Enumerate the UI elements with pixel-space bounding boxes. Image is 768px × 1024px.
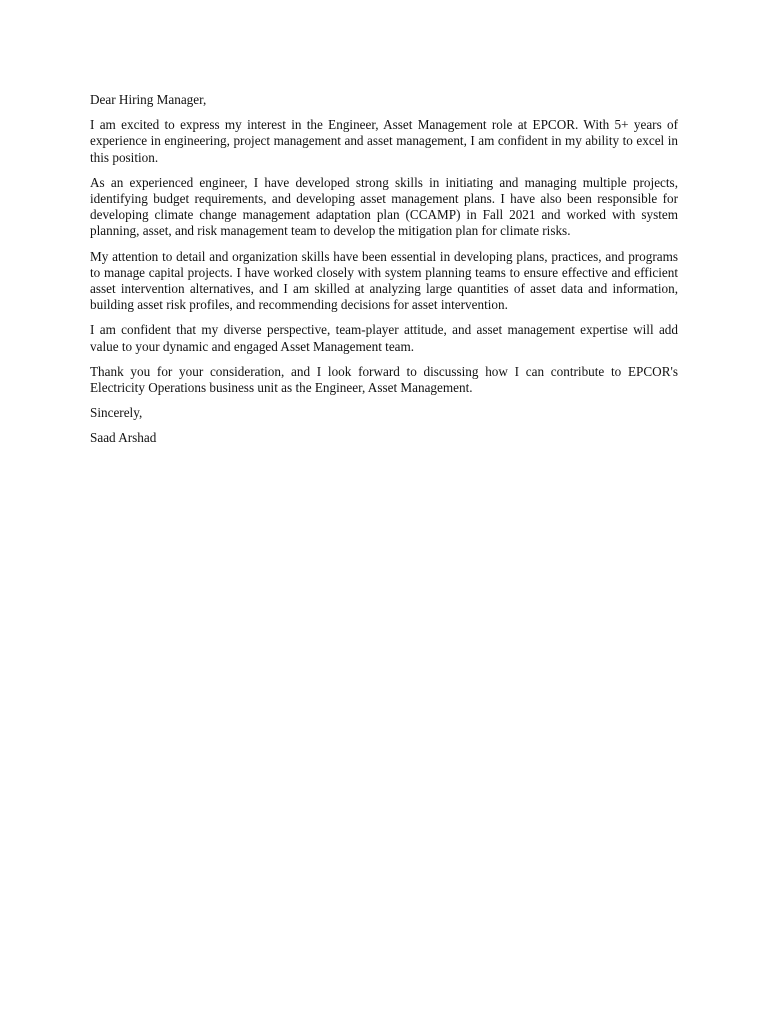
closing: Sincerely, xyxy=(90,405,143,421)
paragraph-thanks: Thank you for your consideration, and I look forward to discussing how I can contribute to EPCOR's Electricity Operations business unit as the Engineer, Asset Management. xyxy=(90,363,678,396)
cover-letter xyxy=(90,92,678,447)
paragraph-skills: My attention to detail and organization skills have been essential in developing plans, practices, and programs to manage capital projects. I have worked closely with system planning teams to ensure effective and efficient asset intervention alternatives, and I am skilled at analyzing large quantities of asset data and information, building asset risk profiles, and recommending decisions for asset intervention. xyxy=(90,248,678,313)
salutation: Dear Hiring Manager, xyxy=(90,92,207,107)
paragraph-value: I am confident that my diverse perspective, team-player attitude, and asset management expertise will add value to your dynamic and engaged Asset Management team. xyxy=(90,322,678,354)
signature: Saad Arshad xyxy=(90,430,157,446)
paragraph-interest: I am excited to express my interest in the Engineer, Asset Management role at EPCOR. With 5+ years of experience in engineering, project management and asset management, I am confident in my ability to excel in this position. xyxy=(90,117,678,165)
paragraph-experience: As an experienced engineer, I have developed strong skills in initiating and managing multiple projects, identifying budget requirements, and developing asset management plans. I have also been responsible for developing climate change management adaptation plan (CCAMP) in Fall 2021 and worked with system planning, asset, and risk management team to develop the mitigation plan for climate risks. xyxy=(90,174,678,239)
